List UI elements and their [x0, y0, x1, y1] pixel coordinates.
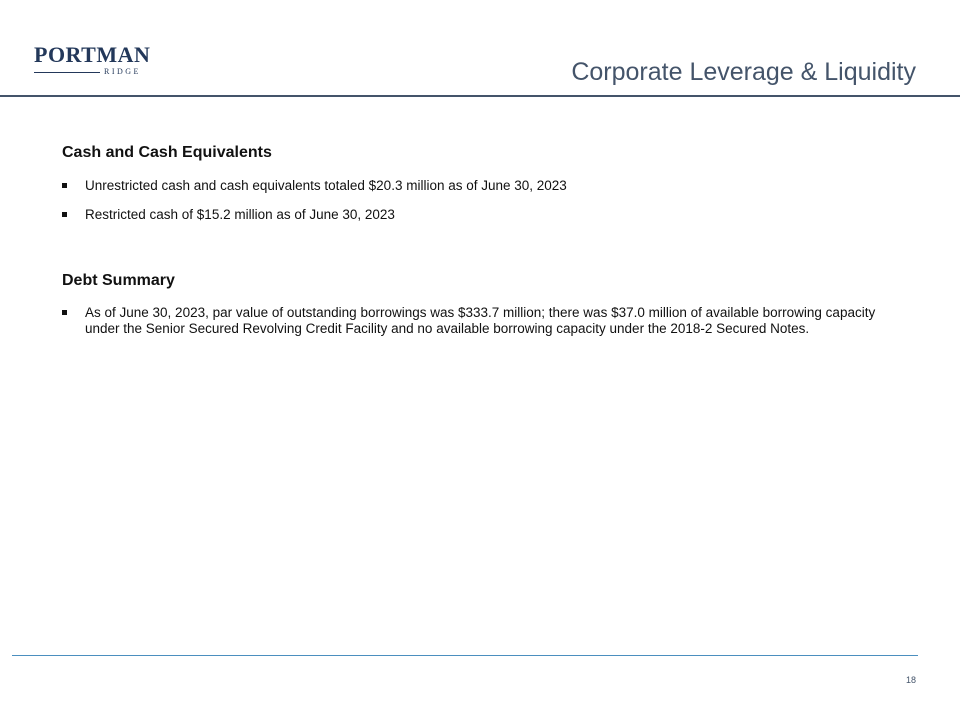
bullet-item-unrestricted-cash — [62, 178, 902, 194]
bullet-text: Unrestricted cash and cash equivalents totaled $20.3 million as of June 30, 2023 — [85, 178, 567, 193]
logo-wordmark: PORTMAN — [34, 42, 151, 67]
section-heading-debt: Debt Summary — [62, 272, 175, 289]
bullet-icon — [62, 212, 67, 217]
bullet-text: As of June 30, 2023, par value of outstanding borrowings was $333.7 million; there was $37.0 million of available borrowing capacity under the Senior Secured Revolving Credit Facility and no available borrowing capacity under the 2018-2 Secured Notes. — [85, 305, 876, 336]
section-heading-cash: Cash and Cash Equivalents — [62, 144, 272, 161]
bullet-item-debt-summary — [62, 305, 902, 337]
logo-rule — [34, 72, 100, 73]
header-divider — [0, 95, 960, 97]
slide-title: Corporate Leverage & Liquidity — [571, 58, 916, 86]
bullet-text: Restricted cash of $15.2 million as of June 30, 2023 — [85, 207, 395, 222]
logo-subline — [34, 67, 150, 79]
footer-divider — [12, 655, 918, 656]
bullet-item-restricted-cash — [62, 207, 902, 223]
page-number: 18 — [905, 675, 916, 685]
portman-ridge-logo — [34, 43, 150, 79]
logo-subtext: RIDGE — [104, 67, 141, 76]
bullet-icon — [62, 183, 67, 188]
bullet-icon — [62, 310, 67, 315]
